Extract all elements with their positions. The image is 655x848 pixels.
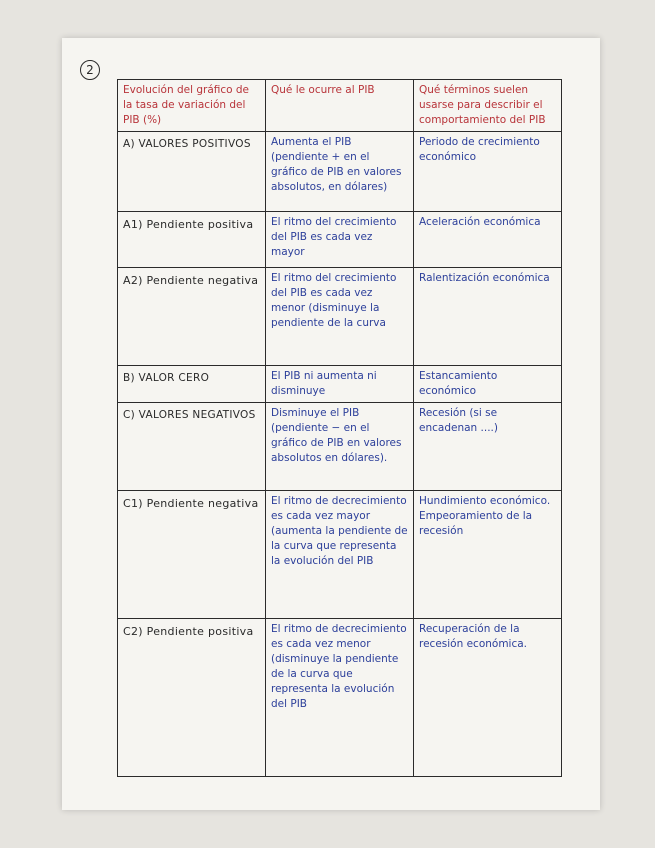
table-header-row <box>118 80 562 132</box>
row-label: C) VALORES NEGATIVOS <box>123 409 256 421</box>
row-terms: Periodo de crecimiento económico <box>414 132 562 212</box>
table-row <box>118 268 562 366</box>
row-label: C2) Pendiente positiva <box>123 625 254 638</box>
header-evolution: Evolución del gráfico de la tasa de variación del PIB (%) <box>118 80 266 132</box>
row-terms: Ralentización económica <box>414 268 562 366</box>
header-terms: Qué términos suelen usarse para describir el comportamiento del PIB <box>414 80 562 132</box>
row-what: El ritmo del crecimiento del PIB es cada vez menor (disminuye la pendiente de la curva <box>266 268 414 366</box>
table-row <box>118 132 562 212</box>
table-row <box>118 491 562 619</box>
gdp-evolution-table <box>117 79 562 777</box>
row-what: Disminuye el PIB (pendiente − en el gráfico de PIB en valores absolutos en dólares). <box>266 403 414 491</box>
row-what: El ritmo de decrecimiento es cada vez mayor (aumenta la pendiente de la curva que representa la evolución del PIB <box>266 491 414 619</box>
page-number: 2 <box>86 63 94 77</box>
row-terms: Recuperación de la recesión económica. <box>414 619 562 777</box>
row-what: El ritmo del crecimiento del PIB es cada vez mayor <box>266 212 414 268</box>
row-terms: Estancamiento económico <box>414 366 562 403</box>
row-label: A2) Pendiente negativa <box>123 274 259 287</box>
row-label: A1) Pendiente positiva <box>123 218 254 231</box>
row-what: El ritmo de decrecimiento es cada vez menor (disminuye la pendiente de la curva que representa la evolución del PIB <box>266 619 414 777</box>
row-terms: Recesión (si se encadenan ....) <box>414 403 562 491</box>
row-label: C1) Pendiente negativa <box>123 497 259 510</box>
row-what: El PIB ni aumenta ni disminuye <box>266 366 414 403</box>
row-terms: Aceleración económica <box>414 212 562 268</box>
row-label: A) VALORES POSITIVOS <box>123 138 251 150</box>
page-number-circle <box>80 60 100 80</box>
table-row <box>118 366 562 403</box>
row-what: Aumenta el PIB (pendiente + en el gráfico de PIB en valores absolutos, en dólares) <box>266 132 414 212</box>
table-row <box>118 619 562 777</box>
table-row <box>118 212 562 268</box>
row-label: B) VALOR CERO <box>123 372 210 384</box>
table-row <box>118 403 562 491</box>
row-terms: Hundimiento económico. Empeoramiento de la recesión <box>414 491 562 619</box>
header-what-happens: Qué le ocurre al PIB <box>266 80 414 132</box>
